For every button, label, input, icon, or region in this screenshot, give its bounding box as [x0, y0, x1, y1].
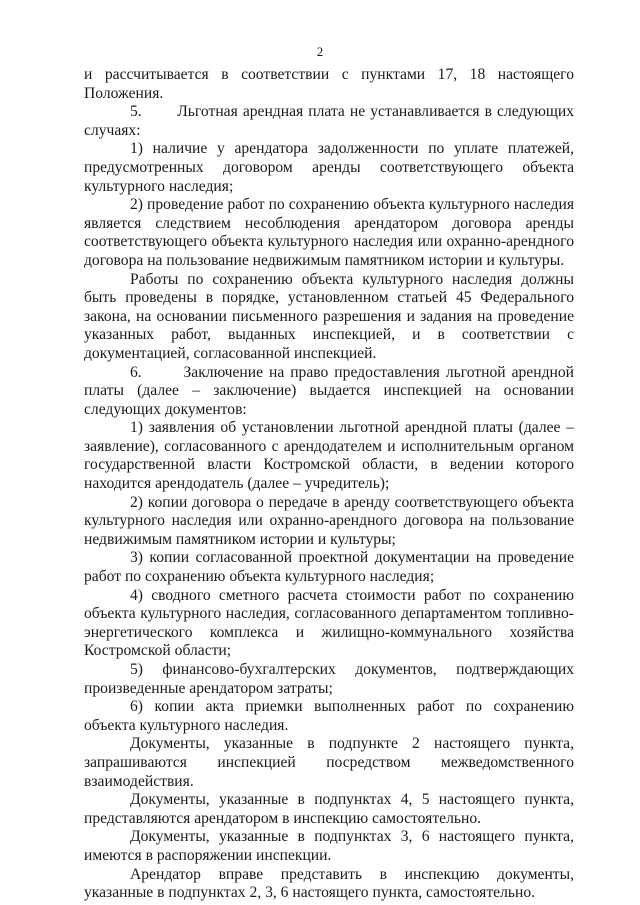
paragraph-item-6-2: 2) копии договора о передаче в аренду соответствующего объекта культурного наследия или охранно-арендного договора на пользование недвижимым памятником истории и культуры; [84, 493, 574, 548]
paragraph-item-6-6: 6) копии акта приемки выполненных работ по сохранению объекта культурного наследия. [84, 698, 574, 734]
paragraph-docs-submitted: Документы, указанные в подпунктах 4, 5 настоящего пункта, представляются арендатором в инспекцию самостоятельно. [84, 791, 574, 827]
paragraph-item-6-4: 4) сводного сметного расчета стоимости работ по сохранению объекта культурного наследия, согласованного департаментом топливно-энергетического комплекса и жилищно-коммунального хозяйства Костромской области; [84, 586, 574, 660]
paragraph-tenant-right: Арендатор вправе представить в инспекцию документы, указанные в подпунктах 2, 3, 6 настоящего пункта, самостоятельно. [84, 865, 574, 902]
paragraph-item-6-1: 1) заявления об установлении льготной арендной платы (далее – заявление), согласованного с арендодателем и исполнительным органом государственной власти Костромской области, в ведении которого находится арендодатель (далее – учредитель); [84, 419, 574, 493]
paragraph-item-6-5: 5) финансово-бухгалтерских документов, подтверждающих произведенные арендатором затраты; [84, 661, 574, 697]
paragraph-item-6: 6. Заключение на право предоставления льготной арендной платы (далее – заключение) выдается инспекцией на основании следующих документов: [84, 363, 574, 418]
document-body [84, 66, 574, 903]
paragraph-continuation: и рассчитывается в соответствии с пунктами 17, 18 настоящего Положения. [84, 66, 574, 102]
paragraph-item-6-3: 3) копии согласованной проектной документации на проведение работ по сохранению объекта культурного наследия; [84, 549, 574, 586]
paragraph-item-5: 5. Льготная арендная плата не устанавливается в следующих случаях: [84, 103, 574, 139]
paragraph-item-5-2: 2) проведение работ по сохранению объекта культурного наследия является следствием несоблюдения арендатором договора аренды соответствующего объекта культурного наследия или охранно-арендного договора на пользование недвижимым памятником истории и культуры. [84, 196, 574, 269]
paragraph-docs-held: Документы, указанные в подпунктах 3, 6 настоящего пункта, имеются в распоряжении инспекции. [84, 828, 574, 864]
paragraph-item-5-1: 1) наличие у арендатора задолженности по уплате платежей, предусмотренных договором аренды соответствующего объекта культурного наследия; [84, 140, 574, 195]
page-number: 2 [316, 44, 324, 59]
paragraph-works-order: Работы по сохранению объекта культурного наследия должны быть проведены в порядке, установленном статьей 45 Федерального закона, на основании письменного разрешения и задания на проведение указанных работ, выданных инспекцией, и в соответствии с документацией, согласованной инспекцией. [84, 270, 574, 362]
paragraph-docs-requested: Документы, указанные в подпункте 2 настоящего пункта, запрашиваются инспекцией посредством межведомственного взаимодействия. [84, 735, 574, 790]
